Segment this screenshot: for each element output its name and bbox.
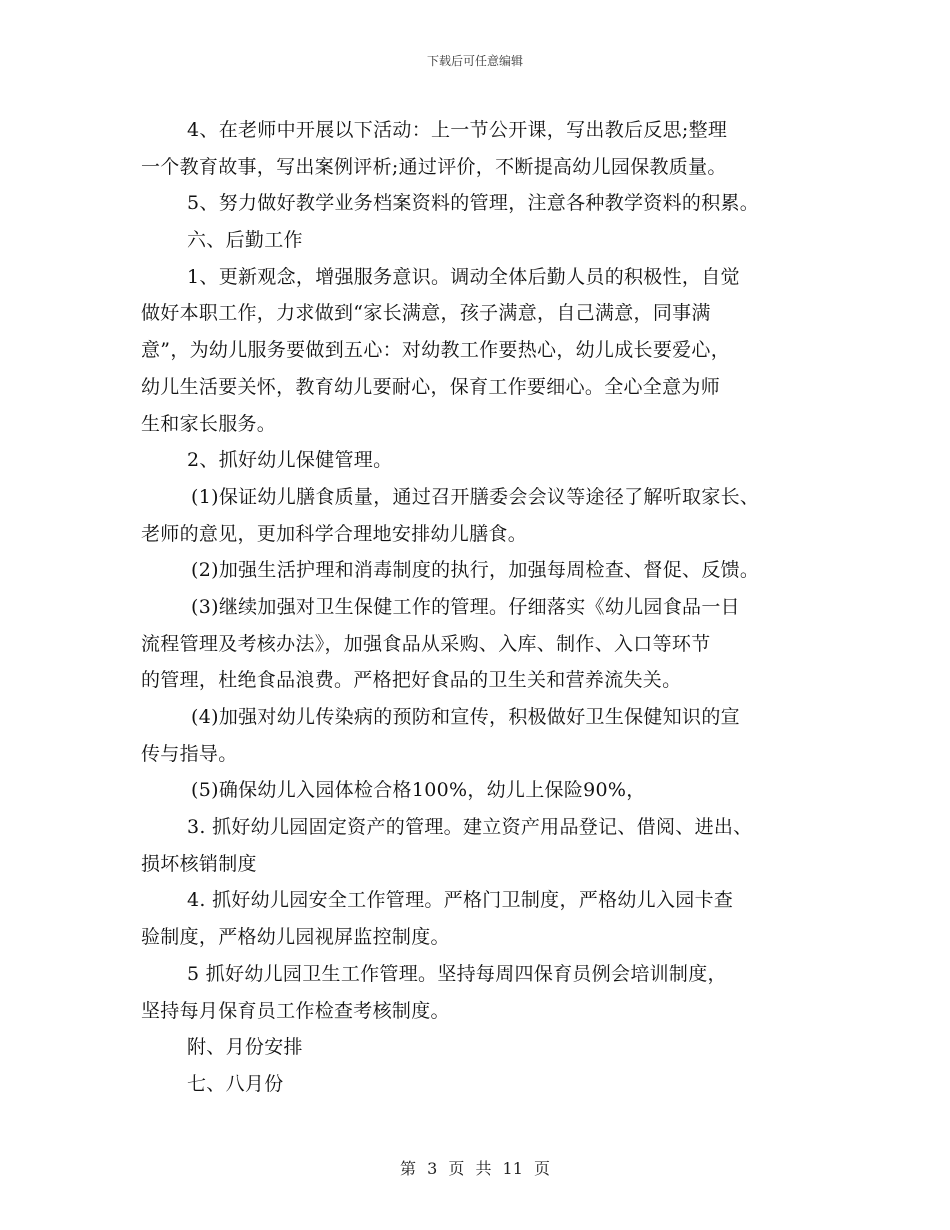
- paragraph-line: (3)继续加强对卫生保健工作的管理。仔细落实《幼儿园食品一日: [191, 595, 740, 618]
- paragraph-line: (5)确保幼儿入园体检合格100%，幼儿上保险90%，: [191, 779, 646, 802]
- paragraph-line: 损坏核销制度: [141, 852, 257, 875]
- paragraph-line: 5、努力做好教学业务档案资料的管理，注意各种教学资料的积累。: [187, 192, 760, 215]
- paragraph-line: 流程管理及考核办法》，加强食品从采购、入库、制作、入口等环节: [141, 632, 711, 655]
- paragraph-line: 5 抓好幼儿园卫生工作管理。坚持每周四保育员例会培训制度，: [187, 962, 727, 985]
- paragraph-line: 幼儿生活要关怀，教育幼儿要耐心，保育工作要细心。全心全意为师: [141, 375, 721, 398]
- paragraph-line: 1、更新观念，增强服务意识。调动全体后勤人员的积极性，自觉: [187, 265, 740, 288]
- paragraph-line: 传与指导。: [141, 742, 238, 765]
- paragraph-line: 做好本职工作，力求做到“家长满意，孩子满意，自己满意，同事满: [141, 302, 711, 325]
- paragraph-line: 一个教育故事，写出案例评析;通过评价，不断提高幼儿园保教质量。: [141, 155, 727, 178]
- section-heading: 附、月份安排: [187, 1036, 303, 1059]
- document-body: [141, 112, 841, 1103]
- paragraph-line: 2、抓好幼儿保健管理。: [187, 449, 393, 472]
- paragraph-line: (2)加强生活护理和消毒制度的执行，加强每周检查、督促、反馈。: [191, 559, 760, 582]
- paragraph-line: (4)加强对幼儿传染病的预防和宣传，积极做好卫生保健知识的宣: [191, 706, 740, 728]
- paragraph-line: 3. 抓好幼儿园固定资产的管理。建立资产用品登记、借阅、进出、: [187, 816, 753, 839]
- page-number-footer: 第 3 页 共 11 页: [400, 1159, 550, 1178]
- paragraph-line: 老师的意见，更加科学合理地安排幼儿膳食。: [141, 522, 528, 545]
- paragraph-line: 4、在老师中开展以下活动：上一节公开课，写出教后反思;整理: [187, 119, 728, 141]
- paragraph-line: 生和家长服务。: [141, 412, 277, 435]
- section-heading: 七、八月份: [187, 1072, 284, 1095]
- section-heading: 六、后勤工作: [187, 229, 303, 252]
- paragraph-line: 验制度，严格幼儿园视屏监控制度。: [141, 926, 450, 949]
- paragraph-line: 意”，为幼儿服务要做到五心：对幼教工作要热心，幼儿成长要爱心，: [141, 339, 731, 362]
- paragraph-line: (1)保证幼儿膳食质量，通过召开膳委会会议等途径了解听取家长、: [191, 485, 760, 508]
- paragraph-line: 的管理，杜绝食品浪费。严格把好食品的卫生关和营养流失关。: [141, 669, 682, 692]
- paragraph-line: 坚持每月保育员工作检查考核制度。: [141, 999, 450, 1022]
- paragraph-line: 4. 抓好幼儿园安全工作管理。严格门卫制度，严格幼儿入园卡查: [187, 889, 734, 912]
- page-header: 下载后可任意编辑: [426, 54, 523, 68]
